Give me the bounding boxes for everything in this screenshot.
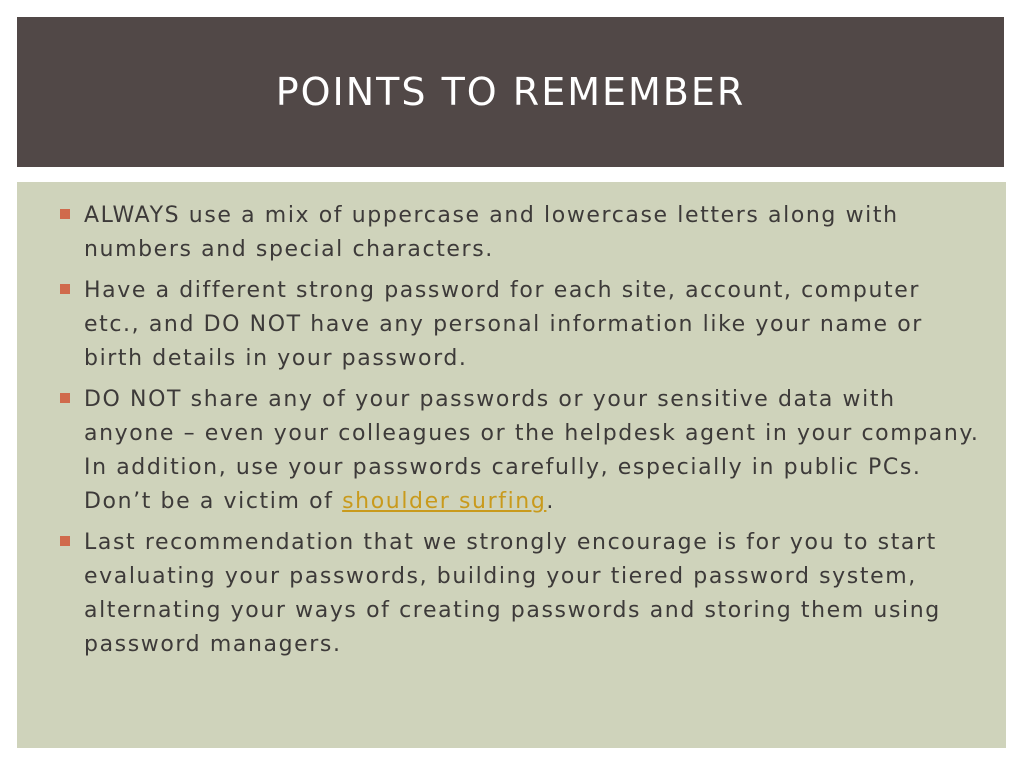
bullet-text-before-link: DO NOT share any of your passwords or your sensitive data with anyone – even your colleagues or the helpdesk agent in your company. In addition, use your passwords carefully, especially in public PCs. Don’t be a victim of	[84, 387, 980, 514]
shoulder-surfing-link[interactable]: shoulder surfing	[342, 489, 547, 514]
square-bullet-icon	[60, 393, 70, 403]
square-bullet-icon	[60, 284, 70, 294]
bullet-text: Have a different strong password for each site, account, computer etc., and DO NOT have any personal information like your name or birth details in your password.	[84, 278, 923, 371]
bullet-text: Last recommendation that we strongly encourage is for you to start evaluating your passwords, building your tiered password system, alternating your ways of creating passwords and storing them using password managers.	[84, 530, 941, 657]
bullet-item-mixed-characters	[60, 199, 980, 267]
square-bullet-icon	[60, 209, 70, 219]
bullet-item-different-passwords	[60, 274, 980, 376]
bullet-item-last-recommendation	[60, 526, 980, 662]
slide-title: POINTS TO REMEMBER	[275, 70, 746, 114]
bullet-text: ALWAYS use a mix of uppercase and lowercase letters along with numbers and special characters.	[84, 203, 899, 262]
title-bar	[17, 17, 1004, 167]
bullet-text-after-link: .	[546, 489, 555, 514]
bullet-item-do-not-share	[60, 383, 980, 519]
bullet-list	[60, 199, 980, 669]
square-bullet-icon	[60, 536, 70, 546]
content-panel	[17, 182, 1006, 748]
